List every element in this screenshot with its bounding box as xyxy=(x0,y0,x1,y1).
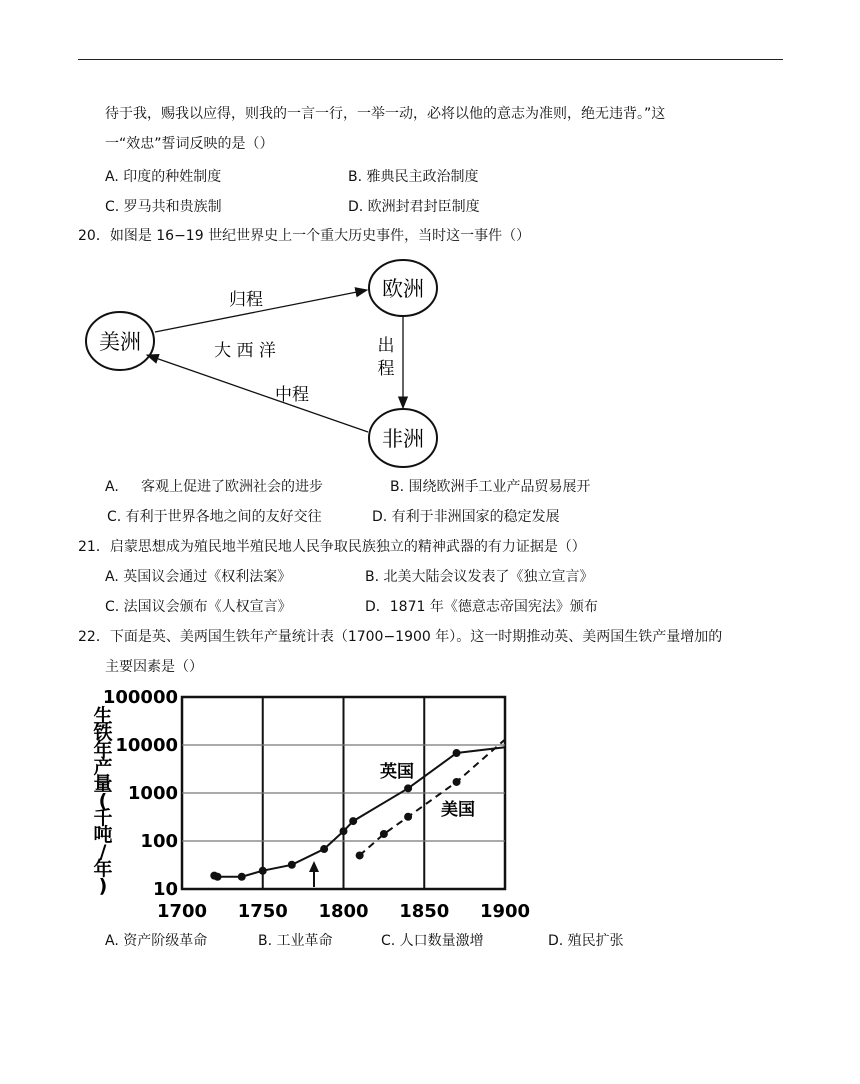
q22-option-c: C. 人口数量激增 xyxy=(381,933,484,949)
middle-passage-label: 中程 xyxy=(275,385,309,405)
x-tick-label: 1750 xyxy=(237,901,288,922)
series-line-us xyxy=(360,740,505,856)
data-point-uk xyxy=(453,749,461,757)
data-point-us xyxy=(380,830,388,838)
y-tick-label: 10 xyxy=(152,879,178,900)
y-tick-label: 100000 xyxy=(102,687,178,708)
x-tick-label: 1850 xyxy=(399,901,450,922)
y-axis-label-glyph: 年 xyxy=(93,739,113,761)
y-axis-label-glyph: 年 xyxy=(93,858,113,880)
y-tick-label: 10000 xyxy=(115,735,178,756)
data-point-us xyxy=(453,778,461,786)
y-axis-label-glyph: / xyxy=(99,841,107,863)
y-axis-label-glyph: 产 xyxy=(93,756,113,778)
q19-option-a: A. 印度的种姓制度 xyxy=(105,169,222,185)
y-axis-label-glyph: 千 xyxy=(93,807,113,829)
q21-option-b: B. 北美大陆会议发表了《独立宣言》 xyxy=(365,569,594,585)
q20-option-a-text: 客观上促进了欧洲社会的进步 xyxy=(141,479,323,495)
q19-option-b: B. 雅典民主政治制度 xyxy=(348,169,479,185)
arrow-annotation xyxy=(309,861,319,887)
q20-option-a-letter: A. xyxy=(105,479,119,495)
data-point-uk xyxy=(340,827,348,835)
y-axis-label-glyph: 生 xyxy=(93,705,113,727)
data-point-uk xyxy=(320,845,328,853)
chart-grid xyxy=(182,697,505,889)
q19-option-d: D. 欧洲封君封臣制度 xyxy=(348,199,480,215)
q22-stem-line2: 主要因素是（） xyxy=(105,659,203,675)
data-point-uk xyxy=(214,873,222,881)
africa-label: 非洲 xyxy=(382,427,424,451)
return-route-label: 归程 xyxy=(229,290,263,310)
y-axis-label-glyph: 铁 xyxy=(93,722,113,744)
series-label-uk: 英国 xyxy=(380,762,414,782)
data-point-us xyxy=(404,813,412,821)
q21-stem: 21．启蒙思想成为殖民地半殖民地人民争取民族独立的精神武器的有力证据是（） xyxy=(78,539,586,555)
q21-option-c: C. 法国议会颁布《人权宣言》 xyxy=(105,599,292,615)
q19-option-c: C. 罗马共和贵族制 xyxy=(105,199,222,215)
x-tick-label: 1800 xyxy=(318,901,369,922)
q19-stem-line1: 待于我，赐我以应得，则我的一言一行，一举一动，必将以他的意志为准则，绝无违背。”这 xyxy=(105,106,666,122)
q22-option-a: A. 资产阶级革命 xyxy=(105,933,208,949)
q22-option-d: D. 殖民扩张 xyxy=(548,933,624,949)
y-axis-label-glyph: ( xyxy=(98,790,108,812)
y-axis-label-glyph: ) xyxy=(98,875,108,897)
y-axis-label-glyph: 量 xyxy=(93,773,113,795)
data-point-uk xyxy=(349,817,357,825)
y-axis-label-glyph: 吨 xyxy=(93,824,113,846)
q22-option-b: B. 工业革命 xyxy=(258,933,333,949)
x-tick-label: 1900 xyxy=(479,901,531,922)
q21-option-a: A. 英国议会通过《权利法案》 xyxy=(105,569,292,585)
y-tick-label: 100 xyxy=(140,831,178,852)
q20-option-d: D. 有利于非洲国家的稳定发展 xyxy=(372,509,560,525)
atlantic-ocean-label: 大 西 洋 xyxy=(214,341,276,361)
europe-label: 欧洲 xyxy=(382,277,424,301)
data-point-uk xyxy=(404,784,412,792)
outbound-route-label-2: 程 xyxy=(377,359,395,379)
q21-option-d: D．1871 年《德意志帝国宪法》颁布 xyxy=(365,599,598,615)
data-point-uk xyxy=(259,867,267,875)
data-point-us xyxy=(356,851,364,859)
data-point-uk xyxy=(288,861,296,869)
q19-stem-line2: 一“效忠”誓词反映的是（） xyxy=(105,136,274,152)
q20-option-c: C. 有利于世界各地之间的友好交往 xyxy=(107,509,322,525)
x-tick-label: 1700 xyxy=(156,901,208,922)
series-label-us: 美国 xyxy=(441,800,475,820)
outbound-route-label-1: 出 xyxy=(377,336,395,356)
data-point-uk xyxy=(238,873,246,881)
america-label: 美洲 xyxy=(99,330,141,354)
q22-stem-line1: 22．下面是英、美两国生铁年产量统计表（1700−1900 年）。这一时期推动英、美两国生铁产量增加的 xyxy=(78,629,723,645)
q20-option-b: B. 围绕欧洲手工业产品贸易展开 xyxy=(390,479,591,495)
y-axis-label xyxy=(92,704,112,897)
q20-stem: 20．如图是 16−19 世纪世界史上一个重大历史事件，当时这一事件（） xyxy=(78,228,531,244)
y-tick-label: 1000 xyxy=(127,783,178,804)
